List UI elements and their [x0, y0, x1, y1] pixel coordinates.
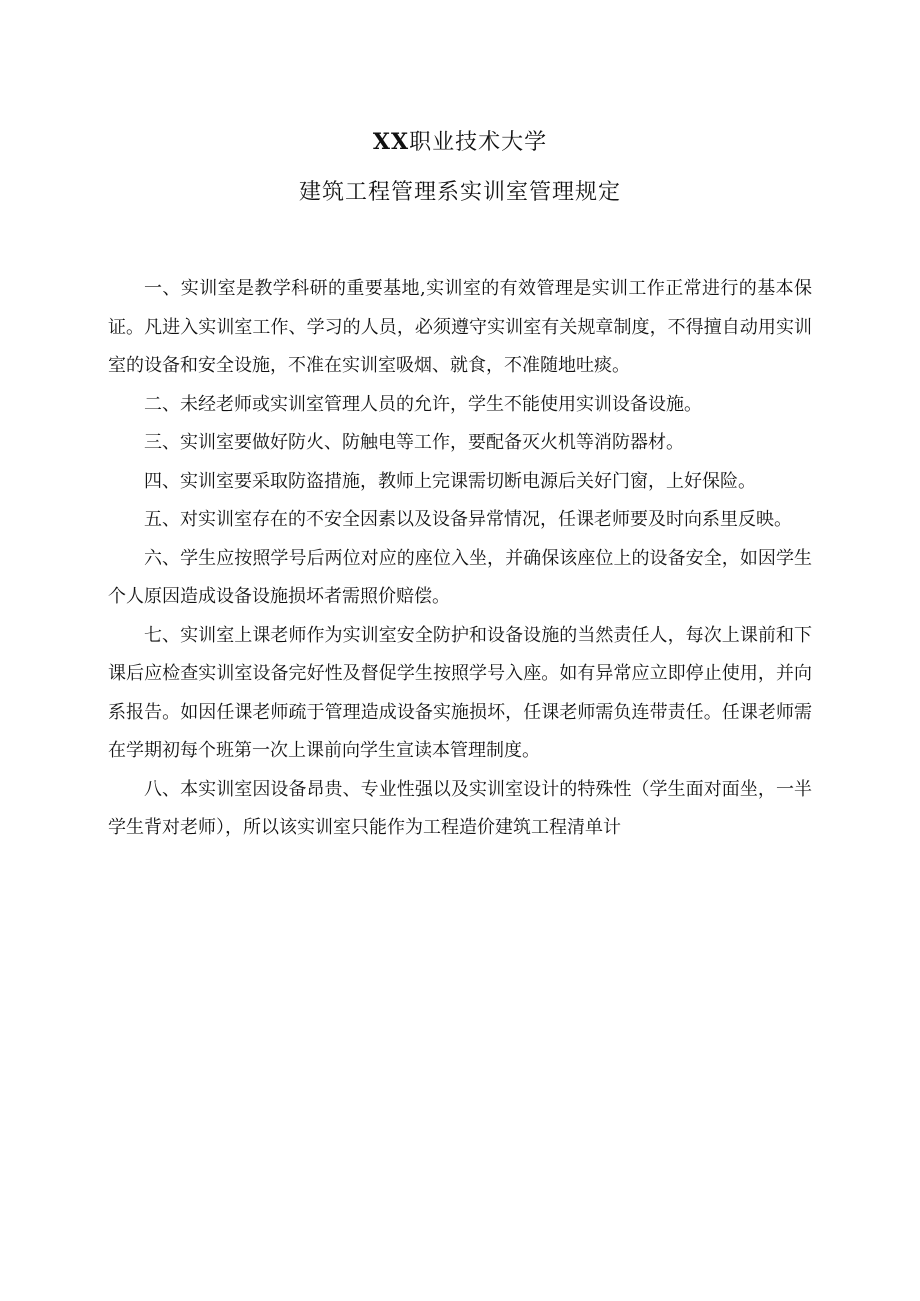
paragraph-4: 四、实训室要采取防盗措施，教师上完课需切断电源后关好门窗，上好保险。 [144, 470, 756, 492]
title-line-regulation: 建筑工程管理系实训室管理规定 [298, 180, 621, 205]
title-line-university [0, 124, 920, 161]
paragraph-6: 六、学生应按照学号后两位对应的座位入坐，并确保该座位上的设备安全，如因学生个人原因造成设备设施损坏者需照价赔偿。 [108, 547, 812, 607]
paragraph-3: 三、实训室要做好防火、防触电等工作，要配备灭火机等消防器材。 [144, 432, 684, 453]
document-title [0, 124, 920, 211]
document-body [108, 270, 812, 848]
paragraph-8: 八、本实训室因设备昂贵、专业性强以及实训室设计的特殊性（学生面对面坐，一半学生背对老师），所以该实训室只能作为工程造价建筑工程清单计 [108, 778, 812, 838]
title-university-name: 职业技术大学 [409, 130, 548, 155]
title-prefix: XX [372, 129, 410, 155]
paragraph-5: 五、对实训室存在的不安全因素以及设备异常情况，任课老师要及时向系里反映。 [144, 509, 792, 530]
paragraph-7: 七、实训室上课老师作为实训室安全防护和设备设施的当然责任人，每次上课前和下课后应检查实训室设备完好性及督促学生按照学号入座。如有异常应立即停止使用，并向系报告。如因任课老师疏于管理造成设备实施损坏，任课老师需负连带责任。任课老师需在学期初每个班第一次上课前向学生宣读本管理制度。 [108, 624, 812, 761]
paragraph-2: 二、未经老师或实训室管理人员的允许，学生不能使用实训设备设施。 [144, 393, 702, 415]
paragraph-1: 一、实训室是教学科研的重要基地,实训室的有效管理是实训工作正常进行的基本保证。凡进入实训室工作、学习的人员，必须遵守实训室有关规章制度，不得擅自动用实训室的设备和安全设施，不准在实训室吸烟、就食，不准随地吐痰。 [108, 278, 812, 376]
